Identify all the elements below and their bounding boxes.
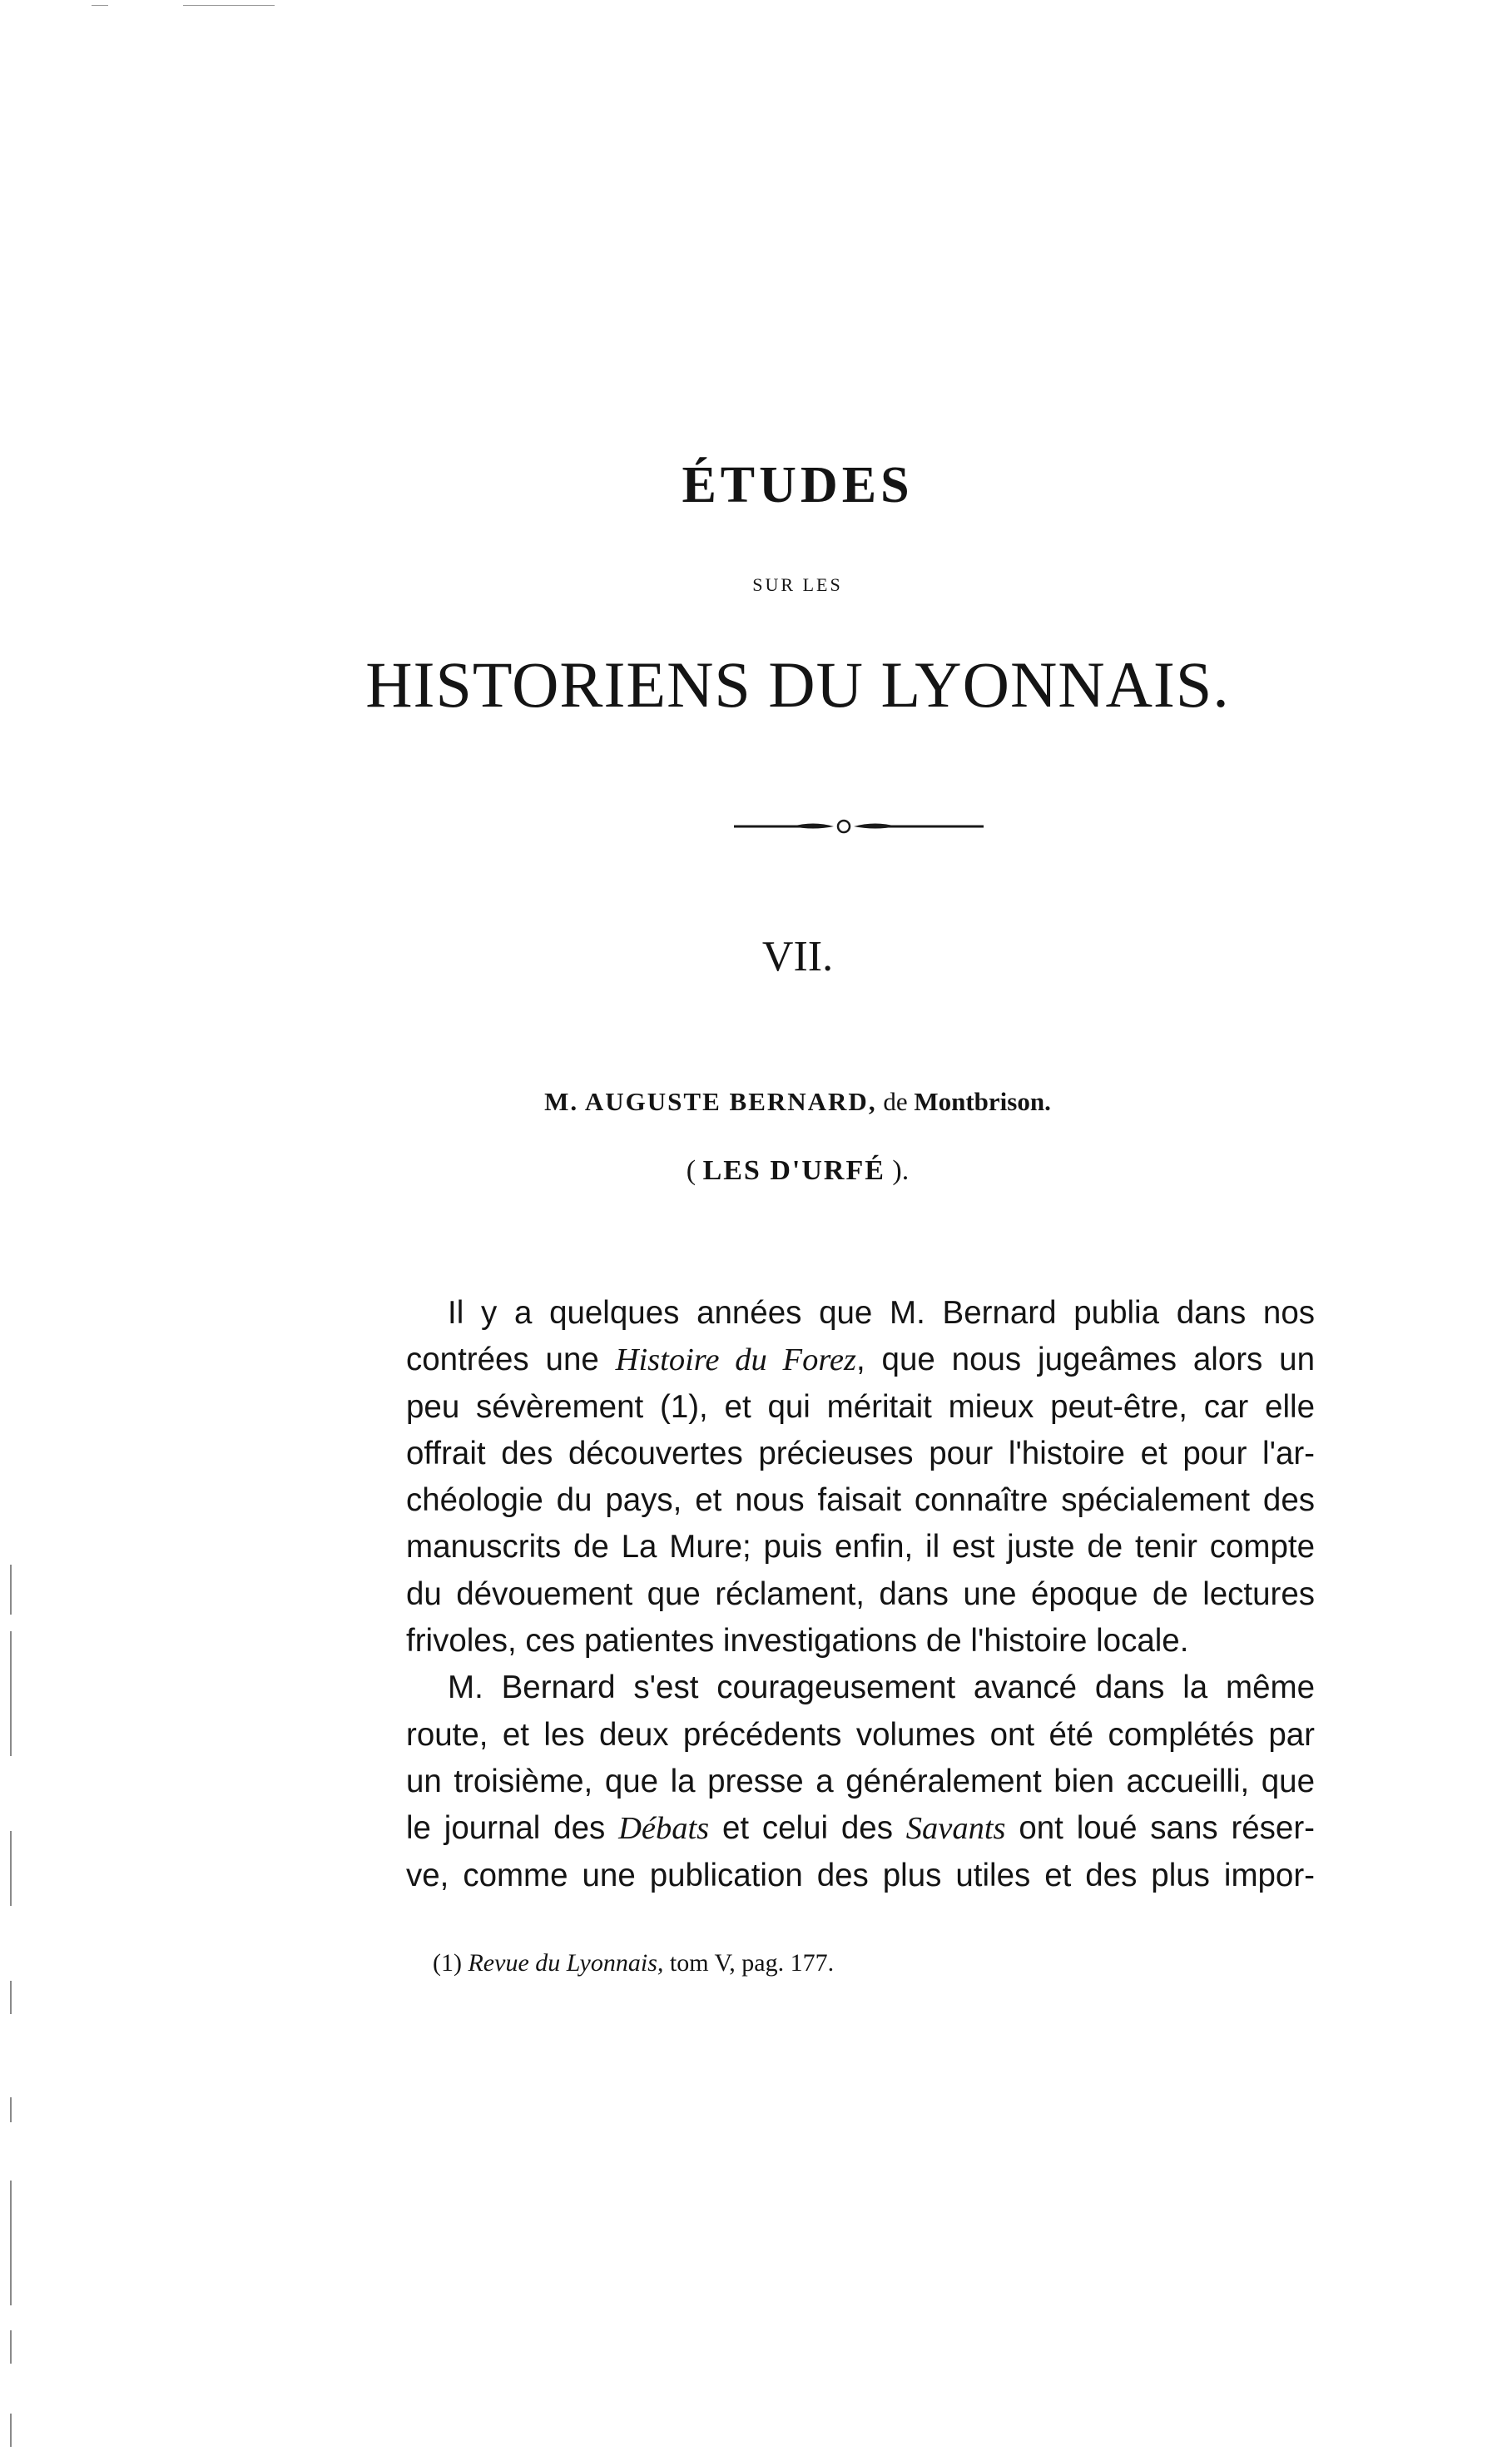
author-name: AUGUSTE BERNARD,: [584, 1087, 877, 1116]
footnote-number: (1): [433, 1949, 462, 1977]
scan-mark: [10, 2097, 12, 2122]
scan-rule: [92, 5, 108, 6]
text-line: frivoles, ces patientes investigations de l'histoire locale.: [406, 1623, 1189, 1660]
heading-etudes: ÉTUDES: [682, 457, 914, 514]
scan-mark: [10, 1565, 12, 1615]
subtitle-text: LES D'URFÉ: [702, 1155, 885, 1186]
body-text: [406, 1290, 1315, 1899]
italic-title: Histoire du Forez: [615, 1342, 856, 1378]
footnote-title: Revue du Lyonnais,: [468, 1949, 664, 1977]
text-line: manuscrits de La Mure; puis enfin, il est juste de tenir compte: [406, 1529, 1315, 1565]
scan-mark: [10, 1631, 12, 1756]
text-run: et celui des: [709, 1810, 906, 1847]
footnote: [433, 1949, 834, 1977]
scan-mark: [10, 2181, 12, 2305]
text-run: ont loué sans réser-: [1005, 1810, 1315, 1847]
text-line: offrait des découvertes précieuses pour l'histoire et pour l'ar-: [406, 1435, 1315, 1471]
text-run: , que nous jugeâmes alors un: [855, 1342, 1316, 1378]
text-line: Il y a quelques années que M. Bernard publia dans nos: [448, 1295, 1315, 1331]
text-line: du dévouement que réclament, dans une époque de lectures: [406, 1575, 1315, 1612]
text-line: ve, comme une publication des plus utiles et des plus impor-: [406, 1857, 1315, 1893]
scan-mark: [10, 2414, 12, 2447]
text-run: contrées une: [406, 1342, 616, 1378]
italic-title: Débats: [618, 1811, 710, 1847]
subtitle: [0, 1155, 1512, 1187]
scan-mark: [10, 1981, 12, 2014]
scan-mark: [10, 1831, 12, 1906]
text-line: route, et les deux précédents volumes ont été complétés par: [406, 1716, 1315, 1753]
author-middle: de: [883, 1087, 908, 1116]
ornament-divider: [734, 814, 984, 839]
text-run: le journal des: [406, 1810, 619, 1847]
text-line: [406, 1805, 1315, 1852]
text-line: peu sévèrement (1), et qui méritait mieux peut-être, car elle: [406, 1388, 1315, 1425]
text-line: [406, 1337, 1315, 1383]
chapter-number: VII.: [761, 933, 834, 980]
text-line: chéologie du pays, et nous faisait connaître spécialement des: [406, 1482, 1315, 1519]
scan-rule: [183, 5, 275, 6]
heading-sur-les: SUR LES: [752, 574, 843, 595]
text-line: M. Bernard s'est courageusement avancé dans la même: [448, 1670, 1315, 1706]
subtitle-open-paren: (: [686, 1155, 697, 1186]
italic-title: Savants: [905, 1811, 1006, 1847]
page-title: HISTORIENS DU LYONNAIS.: [365, 648, 1230, 721]
footnote-reference: tom V, pag. 177.: [669, 1949, 835, 1977]
subtitle-close-paren: ).: [892, 1155, 910, 1186]
author-line: [0, 1087, 1512, 1117]
author-prefix: M.: [544, 1087, 579, 1116]
author-place: Montbrison.: [914, 1087, 1051, 1116]
text-line: un troisième, que la presse a généralement bien accueilli, que: [406, 1763, 1315, 1799]
scan-mark: [10, 2330, 12, 2364]
